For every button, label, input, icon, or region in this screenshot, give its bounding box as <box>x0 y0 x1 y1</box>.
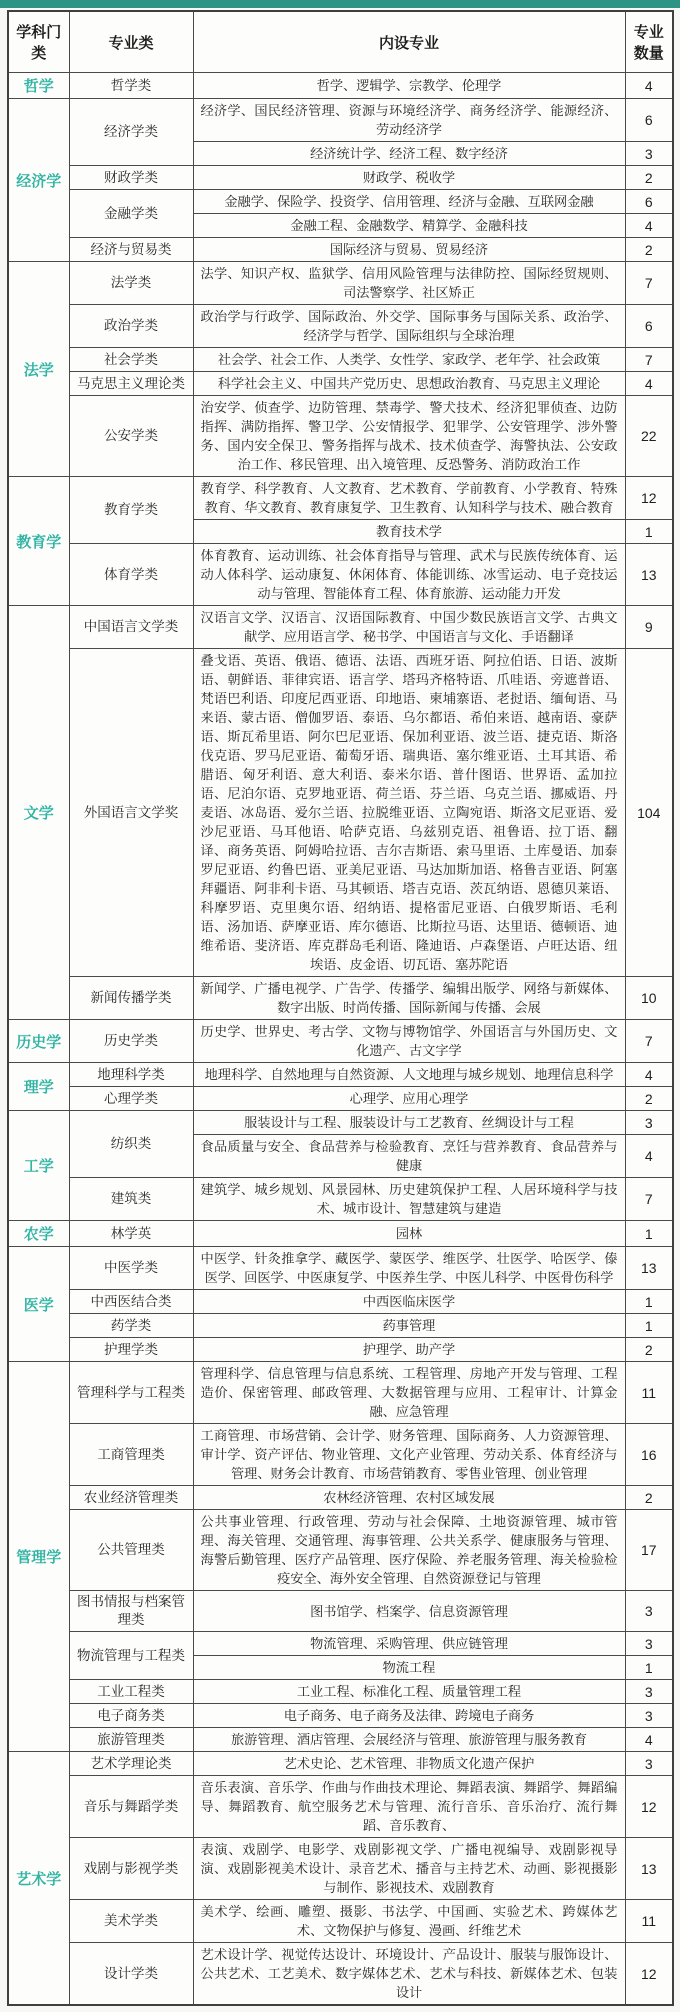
table-body <box>8 73 673 2006</box>
count-cell: 7 <box>625 348 673 372</box>
majors-cell: 体育教育、运动训练、社会体育指导与管理、武术与民族传统体育、运动人体科学、运动康复、休闲体育、体能训练、冰雪运动、电子竞技运动与管理、智能体育工程、体育旅游、运动能力开发 <box>193 544 625 606</box>
category-cell: 经济学类 <box>69 99 193 166</box>
count-cell: 1 <box>625 520 673 544</box>
discipline-cell: 理学 <box>8 1063 69 1111</box>
column-header-category: 专业类 <box>69 11 193 73</box>
discipline-cell: 管理学 <box>8 1362 69 1752</box>
count-cell: 12 <box>625 1943 673 2006</box>
majors-cell: 物流管理、采购管理、供应链管理 <box>193 1632 625 1656</box>
discipline-cell: 历史学 <box>8 1020 69 1063</box>
count-cell: 22 <box>625 396 673 477</box>
table-row <box>8 1063 673 1087</box>
count-cell: 7 <box>625 1178 673 1221</box>
column-header-discipline: 学科门类 <box>8 11 69 73</box>
category-cell: 马克思主义理论类 <box>69 372 193 396</box>
count-cell: 3 <box>625 1752 673 1776</box>
majors-cell: 地理科学、自然地理与自然资源、人文地理与城乡规划、地理信息科学 <box>193 1063 625 1087</box>
table-row <box>8 1178 673 1221</box>
count-cell: 2 <box>625 238 673 262</box>
count-cell: 13 <box>625 1838 673 1900</box>
count-cell: 10 <box>625 977 673 1020</box>
majors-cell: 政治学与行政学、国际政治、外交学、国际事务与国际关系、政治学、经济学与哲学、国际组织与全球治理 <box>193 305 625 348</box>
count-cell: 3 <box>625 1591 673 1632</box>
table-row <box>8 1020 673 1063</box>
count-cell: 1 <box>625 1314 673 1338</box>
category-cell: 中国语言文学类 <box>69 606 193 649</box>
count-cell: 4 <box>625 1135 673 1178</box>
majors-cell: 治安学、侦查学、边防管理、禁毒学、警犬技术、经济犯罪侦查、边防指挥、满防指挥、警卫学、公安情报学、犯罪学、公安管理学、涉外警务、国内安全保卫、警务指挥与战术、技术侦查学、海警执法、公安政治工作、移民管理、出入境管理、反恐警务、消防政治工作 <box>193 396 625 477</box>
discipline-cell: 工学 <box>8 1111 69 1221</box>
table-row <box>8 1290 673 1314</box>
table-row <box>8 73 673 99</box>
count-cell: 104 <box>625 649 673 977</box>
count-cell: 3 <box>625 1680 673 1704</box>
category-cell: 哲学类 <box>69 73 193 99</box>
majors-cell: 汉语言文学、汉语言、汉语国际教育、中国少数民族语言文学、古典文献学、应用语言学、秘书学、中国语言与文化、手语翻译 <box>193 606 625 649</box>
count-cell: 3 <box>625 142 673 166</box>
category-cell: 工业工程类 <box>69 1680 193 1704</box>
majors-cell: 护理学、助产学 <box>193 1338 625 1362</box>
table-row <box>8 1591 673 1632</box>
majors-cell: 药事管理 <box>193 1314 625 1338</box>
category-cell: 药学类 <box>69 1314 193 1338</box>
category-cell: 旅游管理类 <box>69 1728 193 1752</box>
majors-cell: 美术学、绘画、雕塑、摄影、书法学、中国画、实验艺术、跨媒体艺术、文物保护与修复、漫画、纤维艺术 <box>193 1900 625 1943</box>
table-row <box>8 190 673 214</box>
majors-cell: 音乐表演、音乐学、作曲与作曲技术理论、舞蹈表演、舞蹈学、舞蹈编导、舞蹈教育、航空服务艺术与管理、流行音乐、音乐治疗、流行舞蹈、音乐教育、 <box>193 1776 625 1838</box>
count-cell: 11 <box>625 1900 673 1943</box>
majors-cell: 工业工程、标准化工程、质量管理工程 <box>193 1680 625 1704</box>
majors-cell: 社会学、社会工作、人类学、女性学、家政学、老年学、社会政策 <box>193 348 625 372</box>
category-cell: 设计学类 <box>69 1943 193 2006</box>
category-cell: 公共管理类 <box>69 1510 193 1591</box>
table-row <box>8 1247 673 1290</box>
category-cell: 心理学类 <box>69 1087 193 1111</box>
table-row <box>8 1943 673 2006</box>
majors-cell: 新闻学、广播电视学、广告学、传播学、编辑出版学、网络与新媒体、数字出版、时尚传播、国际新闻与传播、会展 <box>193 977 625 1020</box>
table-row <box>8 1221 673 1247</box>
category-cell: 图书情报与档案管理类 <box>69 1591 193 1632</box>
count-cell: 9 <box>625 606 673 649</box>
category-cell: 护理学类 <box>69 1338 193 1362</box>
table-row <box>8 262 673 305</box>
category-cell: 公安学类 <box>69 396 193 477</box>
table-row <box>8 1704 673 1728</box>
category-cell: 美术学类 <box>69 1900 193 1943</box>
count-cell: 4 <box>625 372 673 396</box>
count-cell: 4 <box>625 1728 673 1752</box>
count-cell: 6 <box>625 190 673 214</box>
table-row <box>8 305 673 348</box>
majors-cell: 教育学、科学教育、人文教育、艺术教育、学前教育、小学教育、特殊教育、华文教育、教育康复学、卫生教育、认知科学与技术、融合教育 <box>193 477 625 520</box>
majors-cell: 食品质量与安全、食品营养与检验教育、烹饪与营养教育、食品营养与健康 <box>193 1135 625 1178</box>
category-cell: 农业经济管理类 <box>69 1486 193 1510</box>
majors-cell: 工商管理、市场营销、会计学、财务管理、国际商务、人力资源管理、审计学、资产评估、物业管理、文化产业管理、劳动关系、体育经济与管理、财务会计教育、市场营销教育、零售业管理、创业管理 <box>193 1424 625 1486</box>
table-row <box>8 606 673 649</box>
table-row <box>8 372 673 396</box>
column-header-majors: 内设专业 <box>193 11 625 73</box>
count-cell: 4 <box>625 73 673 99</box>
count-cell: 1 <box>625 1221 673 1247</box>
category-cell: 中医学类 <box>69 1247 193 1290</box>
majors-cell: 艺术设计学、视觉传达设计、环境设计、产品设计、服装与服饰设计、公共艺术、工艺美术、数字媒体艺术、艺术与科技、新媒体艺术、包装设计 <box>193 1943 625 2006</box>
count-cell: 6 <box>625 99 673 142</box>
table-row <box>8 1362 673 1424</box>
table-row <box>8 544 673 606</box>
majors-table <box>7 10 674 2006</box>
category-cell: 纺织类 <box>69 1111 193 1178</box>
majors-cell: 农林经济管理、农村区域发展 <box>193 1486 625 1510</box>
category-cell: 政治学类 <box>69 305 193 348</box>
table-row <box>8 166 673 190</box>
count-cell: 1 <box>625 1290 673 1314</box>
count-cell: 3 <box>625 1111 673 1135</box>
majors-cell: 旅游管理、酒店管理、会展经济与管理、旅游管理与服务教育 <box>193 1728 625 1752</box>
category-cell: 教育学类 <box>69 477 193 544</box>
category-cell: 地理科学类 <box>69 1063 193 1087</box>
majors-cell: 经济学、国民经济管理、资源与环境经济学、商务经济学、能源经济、劳动经济学 <box>193 99 625 142</box>
majors-cell: 经济统计学、经济工程、数字经济 <box>193 142 625 166</box>
count-cell: 2 <box>625 1486 673 1510</box>
category-cell: 体育学类 <box>69 544 193 606</box>
majors-cell: 历史学、世界史、考古学、文物与博物馆学、外国语言与外国历史、文化遗产、古文字学 <box>193 1020 625 1063</box>
majors-cell: 公共事业管理、行政管理、劳动与社会保障、土地资源管理、城市管理、海关管理、交通管理、海事管理、公共关系学、健康服务与管理、海警后勤管理、医疗产品管理、医疗保险、养老服务管理、海关检验检疫安全、海外安全管理、自然资源登记与管理 <box>193 1510 625 1591</box>
majors-cell: 服装设计与工程、服装设计与工艺教育、丝绸设计与工程 <box>193 1111 625 1135</box>
majors-cell: 叠戈语、英语、俄语、德语、法语、西班牙语、阿拉伯语、日语、波斯语、朝鲜语、菲律宾语、语言学、塔玛齐格特语、爪哇语、旁遮普语、梵语巴利语、印度尼西亚语、印地语、柬埔寨语、老挝语、缅甸语、马来语、蒙古语、僧伽罗语、泰语、乌尔都语、希伯来语、越南语、豪萨语、斯瓦希里语、阿尔巴尼亚语、保加利亚语、波兰语、捷克语、斯洛伐克语、罗马尼亚语、葡萄牙语、瑞典语、塞尔维亚语、土耳其语、希腊语、匈牙利语、意大利语、泰米尔语、普什图语、世界语、孟加拉语、尼泊尔语、克罗地亚语、荷兰语、芬兰语、乌克兰语、挪威语、丹麦语、冰岛语、爱尔兰语、拉脱维亚语、立陶宛语、斯洛文尼亚语、爱沙尼亚语、马耳他语、哈萨克语、乌兹别克语、祖鲁语、拉丁语、翻译、商务英语、阿姆哈拉语、吉尔吉斯语、索马里语、土库曼语、加泰罗尼亚语、约鲁巴语、亚美尼亚语、马达加斯加语、格鲁吉亚语、阿塞拜疆语、阿非利卡语、马其顿语、塔吉克语、茨瓦纳语、恩德贝莱语、科摩罗语、克里奥尔语、绍纳语、提格雷尼亚语、白俄罗斯语、毛利语、汤加语、萨摩亚语、库尔德语、比斯拉马语、达里语、德顿语、迪维希语、斐济语、库克群岛毛利语、隆迪语、卢森堡语、卢旺达语、纽埃语、皮金语、切瓦语、塞苏陀语 <box>193 649 625 977</box>
category-cell: 外国语言文学奖 <box>69 649 193 977</box>
table-row <box>8 1338 673 1362</box>
column-header-count: 专业数量 <box>625 11 673 73</box>
count-cell: 13 <box>625 544 673 606</box>
category-cell: 建筑类 <box>69 1178 193 1221</box>
count-cell: 4 <box>625 1063 673 1087</box>
count-cell: 3 <box>625 1632 673 1656</box>
majors-cell: 物流工程 <box>193 1656 625 1680</box>
majors-cell: 心理学、应用心理学 <box>193 1087 625 1111</box>
category-cell: 林学英 <box>69 1221 193 1247</box>
count-cell: 12 <box>625 477 673 520</box>
count-cell: 2 <box>625 1087 673 1111</box>
table-row <box>8 348 673 372</box>
table-row <box>8 1111 673 1135</box>
category-cell: 历史学类 <box>69 1020 193 1063</box>
table-row <box>8 1900 673 1943</box>
table-row <box>8 1510 673 1591</box>
count-cell: 17 <box>625 1510 673 1591</box>
majors-cell: 表演、戏剧学、电影学、戏剧影视文学、广播电视编导、戏剧影视导演、戏剧影视美术设计、录音艺术、播音与主持艺术、动画、影视摄影与制作、影视技术、戏剧教育 <box>193 1838 625 1900</box>
category-cell: 法学类 <box>69 262 193 305</box>
category-cell: 戏剧与影视学类 <box>69 1838 193 1900</box>
count-cell: 1 <box>625 1656 673 1680</box>
table-row <box>8 1776 673 1838</box>
top-accent-bar <box>0 0 680 8</box>
category-cell: 社会学类 <box>69 348 193 372</box>
header-row <box>8 11 673 73</box>
majors-cell: 财政学、税收学 <box>193 166 625 190</box>
table-row <box>8 1728 673 1752</box>
category-cell: 艺术学理论类 <box>69 1752 193 1776</box>
count-cell: 11 <box>625 1362 673 1424</box>
count-cell: 3 <box>625 1704 673 1728</box>
discipline-cell: 法学 <box>8 262 69 477</box>
table-row <box>8 1087 673 1111</box>
discipline-cell: 艺术学 <box>8 1752 69 2006</box>
majors-cell: 图书馆学、档案学、信息资源管理 <box>193 1591 625 1632</box>
category-cell: 工商管理类 <box>69 1424 193 1486</box>
majors-cell: 建筑学、城乡规划、风景园林、历史建筑保护工程、人居环境科学与技术、城市设计、智慧建筑与建造 <box>193 1178 625 1221</box>
majors-cell: 艺术史论、艺术管理、非物质文化遗产保护 <box>193 1752 625 1776</box>
category-cell: 电子商务类 <box>69 1704 193 1728</box>
table-row <box>8 1838 673 1900</box>
majors-cell: 管理科学、信息管理与信息系统、工程管理、房地产开发与管理、工程造价、保密管理、邮政管理、大数据管理与应用、工程审计、计算金融、应急管理 <box>193 1362 625 1424</box>
count-cell: 7 <box>625 262 673 305</box>
count-cell: 16 <box>625 1424 673 1486</box>
discipline-cell: 医学 <box>8 1247 69 1362</box>
count-cell: 6 <box>625 305 673 348</box>
discipline-cell: 文学 <box>8 606 69 1020</box>
table-header <box>8 11 673 73</box>
category-cell: 金融学类 <box>69 190 193 238</box>
count-cell: 2 <box>625 1338 673 1362</box>
majors-cell: 法学、知识产权、监狱学、信用风险管理与法律防控、国际经贸规则、司法警察学、社区矫正 <box>193 262 625 305</box>
category-cell: 管理科学与工程类 <box>69 1362 193 1424</box>
discipline-cell: 哲学 <box>8 73 69 99</box>
table-row <box>8 1314 673 1338</box>
category-cell: 经济与贸易类 <box>69 238 193 262</box>
table-row <box>8 1632 673 1656</box>
majors-cell: 金融工程、金融数学、精算学、金融科技 <box>193 214 625 238</box>
count-cell: 4 <box>625 214 673 238</box>
majors-cell: 教育技术学 <box>193 520 625 544</box>
discipline-cell: 农学 <box>8 1221 69 1247</box>
majors-cell: 园林 <box>193 1221 625 1247</box>
majors-cell: 中医学、针灸推拿学、藏医学、蒙医学、维医学、壮医学、哈医学、傣医学、回医学、中医康复学、中医养生学、中医儿科学、中医骨伤科学 <box>193 1247 625 1290</box>
discipline-cell: 经济学 <box>8 99 69 262</box>
majors-cell: 哲学、逻辑学、宗教学、伦理学 <box>193 73 625 99</box>
table-row <box>8 1752 673 1776</box>
count-cell: 7 <box>625 1020 673 1063</box>
table-row <box>8 649 673 977</box>
category-cell: 财政学类 <box>69 166 193 190</box>
table-row <box>8 1486 673 1510</box>
majors-cell: 电子商务、电子商务及法律、跨境电子商务 <box>193 1704 625 1728</box>
category-cell: 音乐与舞蹈学类 <box>69 1776 193 1838</box>
table-row <box>8 99 673 142</box>
majors-cell: 国际经济与贸易、贸易经济 <box>193 238 625 262</box>
count-cell: 2 <box>625 166 673 190</box>
table-container <box>0 8 680 2012</box>
table-row <box>8 396 673 477</box>
table-row <box>8 477 673 520</box>
category-cell: 新闻传播学类 <box>69 977 193 1020</box>
table-row <box>8 1424 673 1486</box>
table-row <box>8 977 673 1020</box>
category-cell: 物流管理与工程类 <box>69 1632 193 1680</box>
majors-cell: 金融学、保险学、投资学、信用管理、经济与金融、互联网金融 <box>193 190 625 214</box>
majors-cell: 科学社会主义、中国共产党历史、思想政治教育、马克思主义理论 <box>193 372 625 396</box>
count-cell: 12 <box>625 1776 673 1838</box>
discipline-cell: 教育学 <box>8 477 69 606</box>
count-cell: 13 <box>625 1247 673 1290</box>
category-cell: 中西医结合类 <box>69 1290 193 1314</box>
majors-cell: 中西医临床医学 <box>193 1290 625 1314</box>
table-row <box>8 1680 673 1704</box>
table-row <box>8 238 673 262</box>
